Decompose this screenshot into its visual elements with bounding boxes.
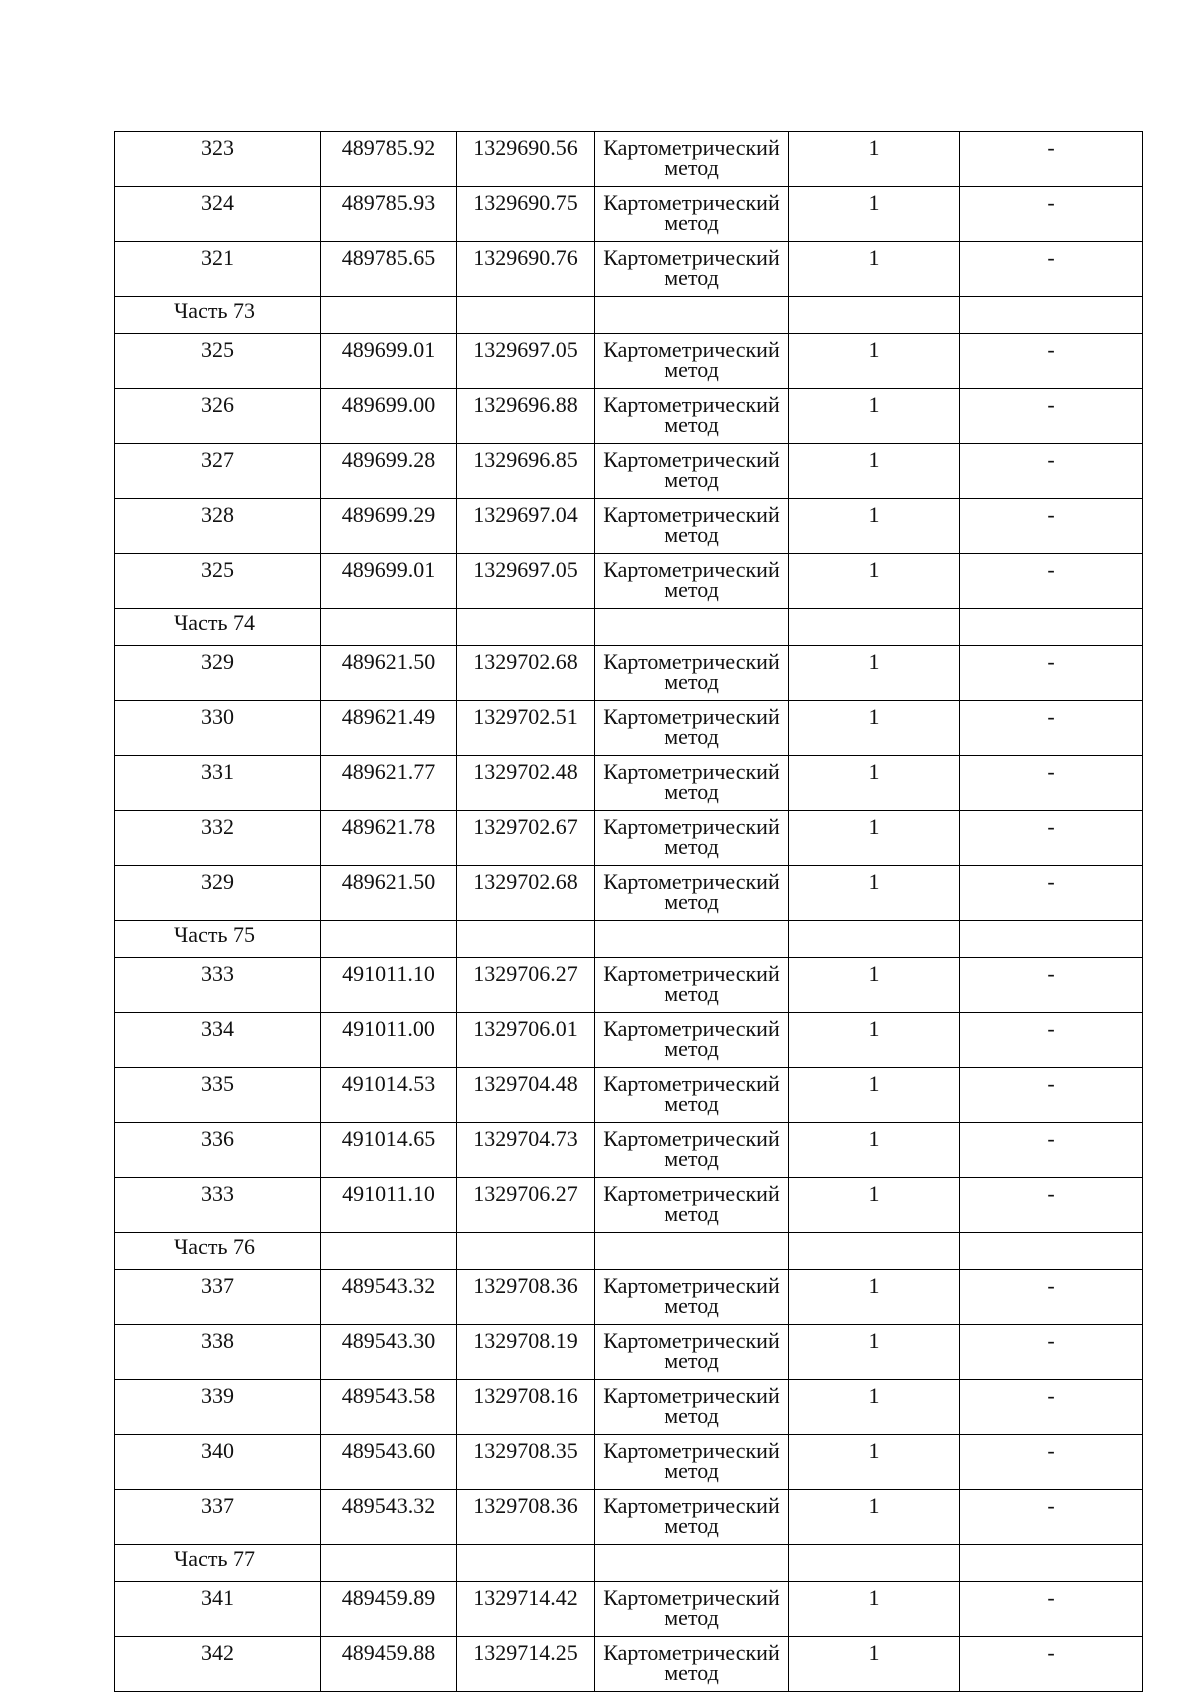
x-coordinate-cell: 491014.53 [321,1068,457,1123]
y-coordinate-cell: 1329702.48 [457,756,595,811]
description-cell: - [960,1270,1143,1325]
method-cell: Картометрический метод [595,646,789,701]
description-cell: - [960,811,1143,866]
method-cell: Картометрический метод [595,499,789,554]
method-cell: Картометрический метод [595,1123,789,1178]
empty-cell [321,921,457,958]
table-row [115,646,1143,701]
accuracy-cell: 1 [789,1270,960,1325]
description-cell: - [960,1068,1143,1123]
accuracy-cell: 1 [789,1637,960,1692]
coordinates-table [114,131,1143,1692]
point-number-cell: 329 [115,646,321,701]
description-cell: - [960,554,1143,609]
y-coordinate-cell: 1329706.27 [457,1178,595,1233]
method-cell: Картометрический метод [595,1325,789,1380]
point-number-cell: 331 [115,756,321,811]
description-cell: - [960,1123,1143,1178]
description-cell: - [960,1490,1143,1545]
x-coordinate-cell: 489621.49 [321,701,457,756]
point-number-cell: 326 [115,389,321,444]
x-coordinate-cell: 489621.50 [321,866,457,921]
accuracy-cell: 1 [789,334,960,389]
part-label: Часть 76 [115,1233,321,1270]
table-row [115,811,1143,866]
x-coordinate-cell: 489543.30 [321,1325,457,1380]
y-coordinate-cell: 1329708.36 [457,1490,595,1545]
accuracy-cell: 1 [789,132,960,187]
empty-cell [960,921,1143,958]
point-number-cell: 340 [115,1435,321,1490]
accuracy-cell: 1 [789,1435,960,1490]
table-row [115,389,1143,444]
accuracy-cell: 1 [789,187,960,242]
empty-cell [789,921,960,958]
y-coordinate-cell: 1329690.75 [457,187,595,242]
method-cell: Картометрический метод [595,1013,789,1068]
method-cell: Картометрический метод [595,187,789,242]
empty-cell [789,609,960,646]
method-cell: Картометрический метод [595,132,789,187]
accuracy-cell: 1 [789,646,960,701]
method-cell: Картометрический метод [595,1637,789,1692]
empty-cell [960,297,1143,334]
point-number-cell: 325 [115,334,321,389]
part-label: Часть 77 [115,1545,321,1582]
point-number-cell: 324 [115,187,321,242]
point-number-cell: 321 [115,242,321,297]
x-coordinate-cell: 489543.32 [321,1490,457,1545]
part-label: Часть 74 [115,609,321,646]
table-row [115,554,1143,609]
empty-cell [789,1545,960,1582]
empty-cell [595,609,789,646]
table-row [115,958,1143,1013]
empty-cell [457,297,595,334]
x-coordinate-cell: 489621.78 [321,811,457,866]
empty-cell [457,1233,595,1270]
y-coordinate-cell: 1329708.35 [457,1435,595,1490]
table-row [115,1582,1143,1637]
table-row [115,1123,1143,1178]
x-coordinate-cell: 489785.93 [321,187,457,242]
empty-cell [595,1545,789,1582]
y-coordinate-cell: 1329697.05 [457,334,595,389]
accuracy-cell: 1 [789,811,960,866]
y-coordinate-cell: 1329697.04 [457,499,595,554]
point-number-cell: 342 [115,1637,321,1692]
empty-cell [789,297,960,334]
part-header-row [115,1233,1143,1270]
y-coordinate-cell: 1329697.05 [457,554,595,609]
x-coordinate-cell: 491011.10 [321,1178,457,1233]
point-number-cell: 339 [115,1380,321,1435]
table-row [115,1637,1143,1692]
empty-cell [321,1233,457,1270]
method-cell: Картометрический метод [595,1582,789,1637]
part-label: Часть 73 [115,297,321,334]
empty-cell [960,1545,1143,1582]
point-number-cell: 341 [115,1582,321,1637]
accuracy-cell: 1 [789,499,960,554]
method-cell: Картометрический метод [595,1270,789,1325]
point-number-cell: 334 [115,1013,321,1068]
y-coordinate-cell: 1329708.19 [457,1325,595,1380]
method-cell: Картометрический метод [595,756,789,811]
part-header-row [115,297,1143,334]
accuracy-cell: 1 [789,958,960,1013]
empty-cell [457,609,595,646]
table-row [115,334,1143,389]
accuracy-cell: 1 [789,1582,960,1637]
x-coordinate-cell: 489699.28 [321,444,457,499]
y-coordinate-cell: 1329708.16 [457,1380,595,1435]
empty-cell [595,1233,789,1270]
point-number-cell: 338 [115,1325,321,1380]
y-coordinate-cell: 1329690.76 [457,242,595,297]
x-coordinate-cell: 489459.88 [321,1637,457,1692]
empty-cell [595,921,789,958]
accuracy-cell: 1 [789,1380,960,1435]
table-row [115,1380,1143,1435]
y-coordinate-cell: 1329714.25 [457,1637,595,1692]
description-cell: - [960,444,1143,499]
description-cell: - [960,389,1143,444]
accuracy-cell: 1 [789,1178,960,1233]
accuracy-cell: 1 [789,389,960,444]
point-number-cell: 329 [115,866,321,921]
table-row [115,132,1143,187]
description-cell: - [960,334,1143,389]
table-row [115,1178,1143,1233]
table-row [115,444,1143,499]
description-cell: - [960,1380,1143,1435]
point-number-cell: 328 [115,499,321,554]
x-coordinate-cell: 489543.32 [321,1270,457,1325]
table-row [115,499,1143,554]
method-cell: Картометрический метод [595,444,789,499]
empty-cell [457,1545,595,1582]
accuracy-cell: 1 [789,1325,960,1380]
table-row [115,242,1143,297]
x-coordinate-cell: 489621.50 [321,646,457,701]
accuracy-cell: 1 [789,1013,960,1068]
accuracy-cell: 1 [789,1490,960,1545]
y-coordinate-cell: 1329704.73 [457,1123,595,1178]
x-coordinate-cell: 489785.65 [321,242,457,297]
point-number-cell: 335 [115,1068,321,1123]
x-coordinate-cell: 489699.01 [321,334,457,389]
point-number-cell: 327 [115,444,321,499]
table-row [115,1490,1143,1545]
point-number-cell: 332 [115,811,321,866]
y-coordinate-cell: 1329690.56 [457,132,595,187]
method-cell: Картометрический метод [595,242,789,297]
accuracy-cell: 1 [789,1123,960,1178]
empty-cell [960,1233,1143,1270]
x-coordinate-cell: 489459.89 [321,1582,457,1637]
accuracy-cell: 1 [789,1068,960,1123]
x-coordinate-cell: 489785.92 [321,132,457,187]
description-cell: - [960,242,1143,297]
description-cell: - [960,1325,1143,1380]
description-cell: - [960,1435,1143,1490]
description-cell: - [960,1637,1143,1692]
x-coordinate-cell: 489621.77 [321,756,457,811]
accuracy-cell: 1 [789,242,960,297]
description-cell: - [960,756,1143,811]
point-number-cell: 330 [115,701,321,756]
y-coordinate-cell: 1329704.48 [457,1068,595,1123]
point-number-cell: 323 [115,132,321,187]
description-cell: - [960,646,1143,701]
method-cell: Картометрический метод [595,389,789,444]
description-cell: - [960,866,1143,921]
y-coordinate-cell: 1329706.01 [457,1013,595,1068]
description-cell: - [960,701,1143,756]
accuracy-cell: 1 [789,866,960,921]
part-header-row [115,921,1143,958]
description-cell: - [960,1013,1143,1068]
x-coordinate-cell: 491011.00 [321,1013,457,1068]
table-row [115,701,1143,756]
point-number-cell: 333 [115,958,321,1013]
y-coordinate-cell: 1329702.68 [457,866,595,921]
part-header-row [115,609,1143,646]
y-coordinate-cell: 1329708.36 [457,1270,595,1325]
point-number-cell: 333 [115,1178,321,1233]
method-cell: Картометрический метод [595,701,789,756]
accuracy-cell: 1 [789,756,960,811]
description-cell: - [960,499,1143,554]
method-cell: Картометрический метод [595,1380,789,1435]
x-coordinate-cell: 489543.60 [321,1435,457,1490]
method-cell: Картометрический метод [595,1068,789,1123]
part-header-row [115,1545,1143,1582]
empty-cell [321,1545,457,1582]
empty-cell [321,609,457,646]
description-cell: - [960,1178,1143,1233]
x-coordinate-cell: 489543.58 [321,1380,457,1435]
empty-cell [457,921,595,958]
method-cell: Картометрический метод [595,1178,789,1233]
table-row [115,1435,1143,1490]
coordinates-table-body [115,132,1143,1692]
x-coordinate-cell: 491014.65 [321,1123,457,1178]
empty-cell [321,297,457,334]
method-cell: Картометрический метод [595,958,789,1013]
accuracy-cell: 1 [789,701,960,756]
description-cell: - [960,958,1143,1013]
method-cell: Картометрический метод [595,1435,789,1490]
table-row [115,1270,1143,1325]
table-row [115,1325,1143,1380]
method-cell: Картометрический метод [595,334,789,389]
table-row [115,1068,1143,1123]
x-coordinate-cell: 489699.01 [321,554,457,609]
empty-cell [595,297,789,334]
y-coordinate-cell: 1329696.88 [457,389,595,444]
method-cell: Картометрический метод [595,554,789,609]
x-coordinate-cell: 489699.29 [321,499,457,554]
table-row [115,1013,1143,1068]
table-row [115,866,1143,921]
y-coordinate-cell: 1329702.67 [457,811,595,866]
description-cell: - [960,1582,1143,1637]
point-number-cell: 337 [115,1270,321,1325]
y-coordinate-cell: 1329702.51 [457,701,595,756]
y-coordinate-cell: 1329696.85 [457,444,595,499]
method-cell: Картометрический метод [595,866,789,921]
y-coordinate-cell: 1329714.42 [457,1582,595,1637]
empty-cell [789,1233,960,1270]
method-cell: Картометрический метод [595,1490,789,1545]
y-coordinate-cell: 1329706.27 [457,958,595,1013]
point-number-cell: 325 [115,554,321,609]
accuracy-cell: 1 [789,554,960,609]
method-cell: Картометрический метод [595,811,789,866]
accuracy-cell: 1 [789,444,960,499]
y-coordinate-cell: 1329702.68 [457,646,595,701]
point-number-cell: 336 [115,1123,321,1178]
x-coordinate-cell: 489699.00 [321,389,457,444]
table-row [115,187,1143,242]
table-row [115,756,1143,811]
point-number-cell: 337 [115,1490,321,1545]
x-coordinate-cell: 491011.10 [321,958,457,1013]
description-cell: - [960,187,1143,242]
empty-cell [960,609,1143,646]
description-cell: - [960,132,1143,187]
part-label: Часть 75 [115,921,321,958]
